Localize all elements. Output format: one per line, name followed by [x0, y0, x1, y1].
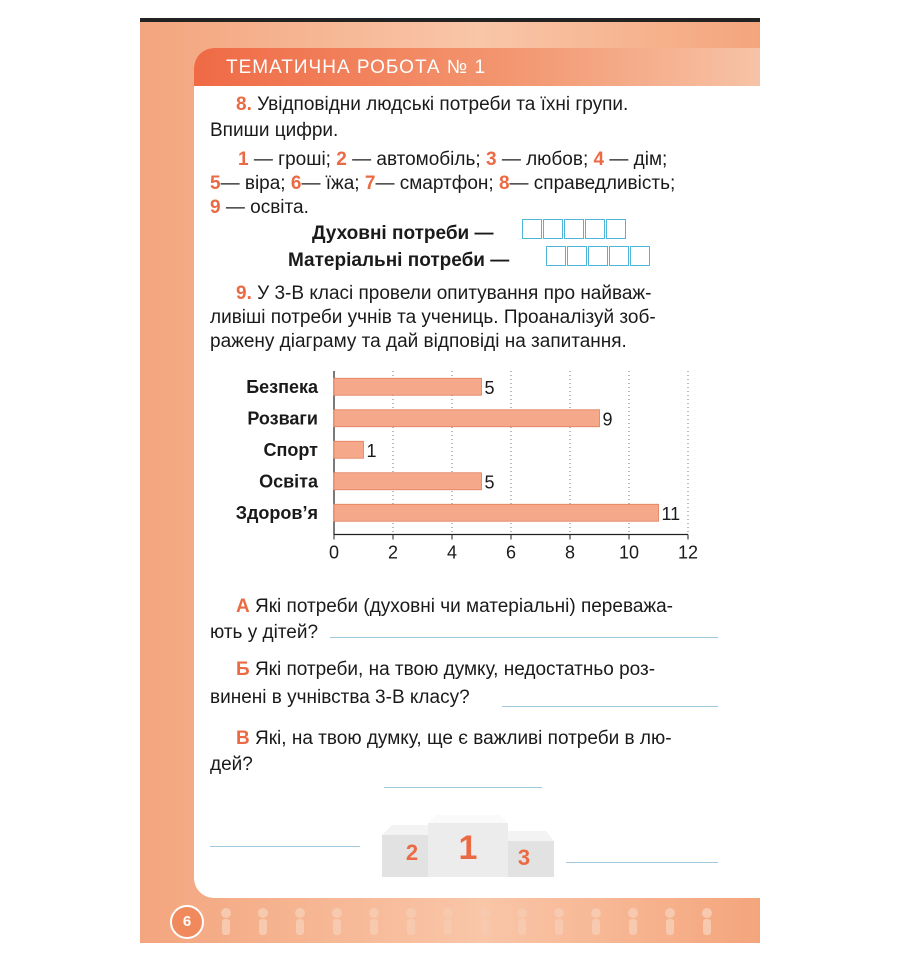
answer-line-c1[interactable] [384, 787, 542, 788]
answer-box[interactable] [567, 246, 587, 266]
task8-line2: Впиши цифри. [210, 120, 339, 141]
podium-second: 2 [405, 840, 419, 865]
answer-box[interactable] [585, 219, 605, 239]
bar-value-label: 5 [484, 377, 495, 398]
category-label: Безпека [246, 376, 318, 397]
bar [334, 410, 600, 427]
task8-items-row1 [238, 147, 667, 173]
task9-number: 9. [236, 283, 252, 304]
category-label: Розваги [247, 408, 318, 429]
answer-line-b[interactable] [502, 706, 718, 707]
bar-value-label: 9 [602, 409, 613, 430]
item-number: 7 [364, 173, 376, 194]
bar [334, 504, 659, 521]
top-border [140, 18, 760, 22]
header-title: ТЕМАТИЧНА РОБОТА № 1 [226, 57, 487, 78]
item-text: — дім; [609, 149, 668, 170]
x-tick-label: 10 [618, 542, 640, 563]
item-number: 3 [485, 149, 497, 170]
podium-third: 3 [517, 845, 531, 870]
item-text: — любов; [501, 149, 589, 170]
x-tick-label: 2 [387, 542, 399, 563]
material-label: Матеріальні потреби — [288, 250, 510, 271]
task8-number: 8. [236, 94, 252, 115]
question-c-line2: дей? [210, 754, 253, 775]
spiritual-answer-boxes[interactable] [522, 219, 627, 239]
x-tick-label: 6 [505, 542, 517, 563]
item-number: 9 [210, 197, 221, 218]
task9-text1: У 3-В класі провели опитування про найваж- [257, 283, 652, 304]
task9-line3: ражену діаграму та дай відповіді на запитання. [210, 331, 627, 352]
question-c-letter: В [236, 728, 250, 749]
spiritual-label: Духовні потреби — [312, 223, 494, 244]
task9-line1 [236, 281, 728, 307]
category-label: Здоров’я [235, 502, 318, 523]
task8-items-row2 [210, 171, 675, 197]
item-text: — освіта. [225, 197, 309, 218]
answer-box[interactable] [546, 246, 566, 266]
x-tick-label: 4 [446, 542, 458, 563]
bar-value-label: 5 [484, 472, 495, 493]
item-text: — гроші; [253, 149, 331, 170]
answer-line-c2[interactable] [210, 846, 360, 847]
answer-box[interactable] [609, 246, 629, 266]
item-number: 8 [498, 173, 510, 194]
answer-line-c3[interactable] [566, 862, 718, 863]
question-a-line1 [236, 594, 673, 620]
podium-first: 1 [458, 829, 478, 867]
bar-value-label: 11 [661, 503, 681, 524]
category-label: Спорт [263, 439, 318, 460]
item-number: 6 [290, 173, 302, 194]
task9-line2: ливіші потреби учнів та учениць. Проаналізуй зоб- [210, 307, 656, 328]
question-a-text1: Які потреби (духовні чи матеріальні) переважа- [255, 596, 673, 617]
question-a-letter: А [236, 596, 250, 617]
item-number: 1 [238, 149, 249, 170]
task8-text1: Увідповідни людські потреби та їхні групи. [257, 94, 629, 115]
x-tick-label: 8 [564, 542, 576, 563]
question-b-letter: Б [236, 659, 250, 680]
item-text: — справедливість; [509, 173, 676, 194]
item-text: — автомобіль; [352, 149, 481, 170]
item-text: — смартфон; [375, 173, 494, 194]
task8-items-row3 [210, 195, 309, 221]
item-number: 4 [593, 149, 605, 170]
bar [334, 441, 364, 458]
answer-box[interactable] [564, 219, 584, 239]
answer-line-a[interactable] [330, 637, 718, 638]
bar [334, 473, 482, 490]
answer-box[interactable] [543, 219, 563, 239]
bar [334, 378, 482, 395]
task8-line1 [236, 92, 728, 118]
question-c-line1 [236, 726, 672, 752]
x-tick-label: 0 [328, 542, 340, 563]
item-text: — віра; [220, 173, 286, 194]
item-text: — їжа; [301, 173, 360, 194]
material-answer-boxes[interactable] [546, 246, 651, 266]
podium-icon [382, 815, 554, 877]
page-number: 6 [170, 905, 204, 939]
question-b-line2: винені в учнівства 3-В класу? [210, 687, 470, 708]
bar-value-label: 1 [366, 440, 377, 461]
answer-box[interactable] [588, 246, 608, 266]
question-b-text1: Які потреби, на твою думку, недостатньо роз- [254, 659, 656, 680]
footer-figures-decoration [210, 905, 730, 939]
question-c-text1: Які, на твою думку, ще є важливі потреби в лю- [255, 728, 672, 749]
needs-bar-chart [200, 365, 720, 575]
answer-box[interactable] [606, 219, 626, 239]
category-label: Освіта [259, 471, 318, 492]
question-a-line2: ють у дітей? [210, 622, 319, 643]
answer-box[interactable] [522, 219, 542, 239]
answer-box[interactable] [630, 246, 650, 266]
item-number: 5 [210, 173, 221, 194]
question-b-line1 [236, 657, 655, 683]
x-tick-label: 12 [677, 542, 699, 563]
item-number: 2 [336, 149, 347, 170]
